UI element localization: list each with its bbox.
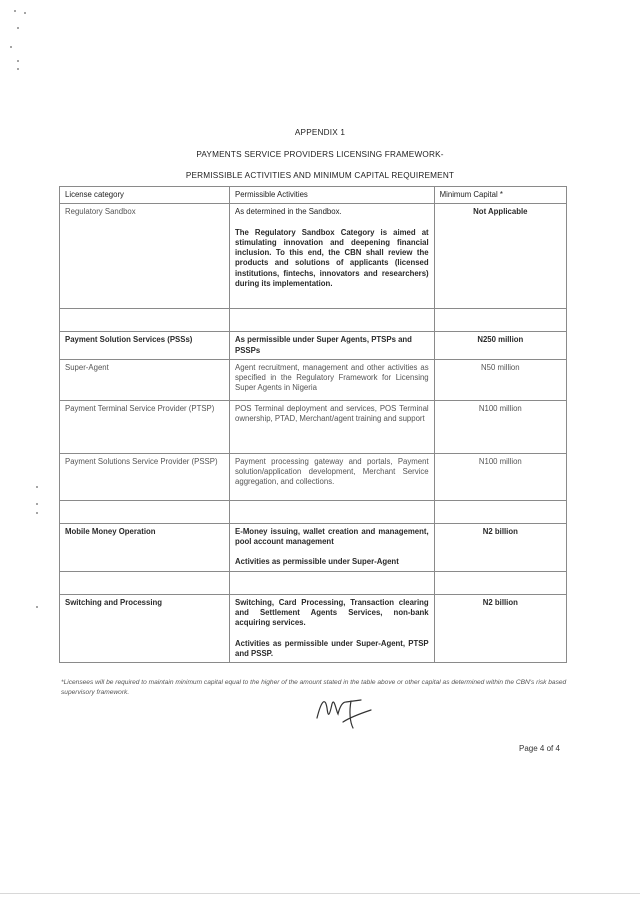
category-cell: Payment Solutions Service Provider (PSSP) xyxy=(60,453,230,500)
scan-edge-line xyxy=(0,893,640,894)
capital-cell: N100 million xyxy=(434,400,566,453)
scan-speck xyxy=(36,606,38,608)
activities-cell: Payment processing gateway and portals, Payment solution/application development, Merchant Service aggregation, and collections. xyxy=(230,453,435,500)
activities-cell xyxy=(230,523,435,571)
activities-cell xyxy=(230,594,435,662)
activities-cell xyxy=(230,204,435,309)
capital-cell: N100 million xyxy=(434,453,566,500)
appendix-title: APPENDIX 1 xyxy=(294,128,346,137)
activities-paragraph: Switching, Card Processing, Transaction clearing and Settlement Agents Services, non-bank acquiring services. xyxy=(235,597,429,628)
capital-footnote: *Licensees will be required to maintain minimum capital equal to the higher of the amount stated in the table above or other capital as determined within the CBN's risk based supervisory framework. xyxy=(61,679,567,696)
capital-cell: N50 million xyxy=(434,359,566,400)
table-row-payment-solution-services xyxy=(60,332,567,360)
activities-paragraph: Activities as permissible under Super-Agent, PTSP and PSSP. xyxy=(235,638,429,658)
activities-paragraph: Activities as permissible under Super-Agent xyxy=(235,557,399,567)
handwritten-signature xyxy=(313,688,377,732)
capital-cell: N250 million xyxy=(434,332,566,360)
scan-speck xyxy=(10,46,12,48)
table-row-switching-and-processing xyxy=(60,594,567,662)
scan-speck xyxy=(36,503,38,505)
table-row-mobile-money-operation xyxy=(60,523,567,571)
spacer-row xyxy=(60,500,567,523)
scan-speck xyxy=(24,12,26,14)
scan-speck xyxy=(17,60,19,62)
activities-cell: As permissible under Super Agents, PTSPs and PSSPs xyxy=(230,332,435,360)
spacer-row xyxy=(60,309,567,332)
scan-speck xyxy=(17,27,19,29)
category-cell: Switching and Processing xyxy=(60,594,230,662)
category-cell: Mobile Money Operation xyxy=(60,523,230,571)
scan-speck xyxy=(17,68,19,70)
header-permissible-activities: Permissible Activities xyxy=(230,187,435,204)
category-cell: Super-Agent xyxy=(60,359,230,400)
table-subtitle: PERMISSIBLE ACTIVITIES AND MINIMUM CAPITAL REQUIREMENT xyxy=(185,171,455,180)
activities-paragraph: The Regulatory Sandbox Category is aimed at stimulating innovation and deepening financial inclusion. To this end, the CBN shall review the products and solutions of applicants (licensed institutions, fintechs, innovators and researchers) during its implementation. xyxy=(235,227,429,289)
capital-cell: N2 billion xyxy=(434,594,566,662)
category-cell: Payment Solution Services (PSSs) xyxy=(60,332,230,360)
spacer-row xyxy=(60,571,567,594)
activities-paragraph: E-Money issuing, wallet creation and management, pool account management xyxy=(235,526,429,547)
activities-cell: POS Terminal deployment and services, POS Terminal ownership, PTAD, Merchant/agent training and support xyxy=(230,400,435,453)
capital-requirements-table xyxy=(59,186,567,663)
activities-line: As determined in the Sandbox. xyxy=(235,207,342,217)
scan-speck xyxy=(36,512,38,514)
header-minimum-capital: Minimum Capital * xyxy=(434,187,566,204)
table-header-row xyxy=(60,187,567,204)
capital-cell: Not Applicable xyxy=(434,204,566,309)
table-row-regulatory-sandbox xyxy=(60,204,567,309)
table-row-pssp xyxy=(60,453,567,500)
table-row-super-agent xyxy=(60,359,567,400)
category-cell: Regulatory Sandbox xyxy=(60,204,230,309)
header-license-category: License category xyxy=(60,187,230,204)
capital-cell: N2 billion xyxy=(434,523,566,571)
scan-speck xyxy=(36,486,38,488)
activities-cell: Agent recruitment, management and other activities as specified in the Regulatory Framework for Licensing Super Agents in Nigeria xyxy=(230,359,435,400)
category-cell: Payment Terminal Service Provider (PTSP) xyxy=(60,400,230,453)
table-row-ptsp xyxy=(60,400,567,453)
page-number: Page 4 of 4 xyxy=(519,744,560,753)
framework-title: PAYMENTS SERVICE PROVIDERS LICENSING FRAMEWORK- xyxy=(196,150,444,159)
scan-speck xyxy=(14,10,16,12)
